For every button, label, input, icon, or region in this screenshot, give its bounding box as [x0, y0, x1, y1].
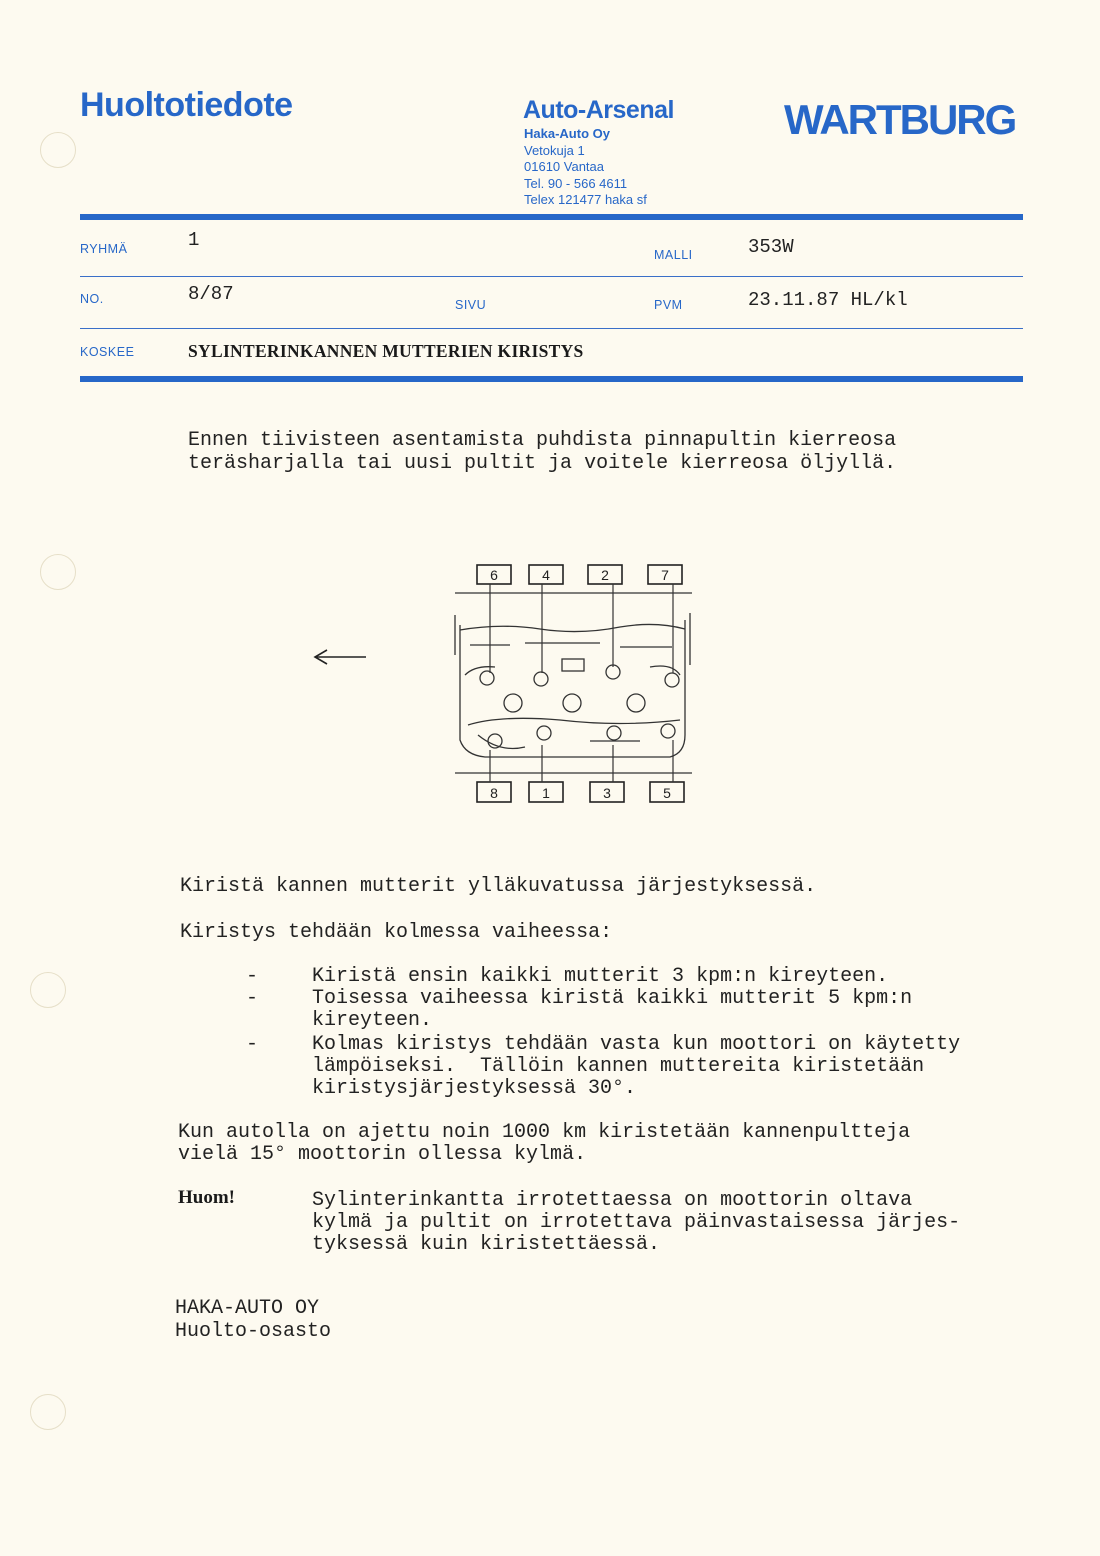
step-3-line-1: Kolmas kiristys tehdään vasta kun moottori on käytetty — [312, 1033, 961, 1056]
diagram-number: 4 — [542, 567, 550, 583]
divider-rule — [80, 276, 1023, 277]
footer-department: Huolto-osasto — [175, 1320, 332, 1343]
note-line-1: Sylinterinkantta irrotettaessa on moottorin oltava — [312, 1189, 913, 1212]
bolt-positions — [480, 665, 679, 748]
punch-hole — [40, 554, 76, 590]
telex-number: Telex 121477 haka sf — [524, 192, 647, 207]
bolt-5 — [661, 724, 675, 738]
nut — [563, 694, 581, 712]
bolt-8 — [488, 734, 502, 748]
koskee-label: KOSKEE — [80, 345, 135, 359]
ryhma-label: RYHMÄ — [80, 242, 128, 256]
top-number-boxes — [477, 565, 682, 584]
pvm-value: 23.11.87 HL/kl — [748, 289, 908, 311]
company-address — [524, 126, 647, 209]
direction-arrow-icon — [315, 650, 366, 664]
divider-rule — [80, 328, 1023, 329]
address-street: Vetokuja 1 — [524, 142, 585, 158]
instruction-phases: Kiristys tehdään kolmessa vaiheessa: — [180, 921, 613, 944]
bolt-3 — [607, 726, 621, 740]
car-brand-logo: WARTBURG — [784, 96, 1016, 143]
punch-hole — [30, 1394, 66, 1430]
diagram-number: 5 — [663, 785, 671, 801]
malli-value: 353W — [748, 236, 794, 258]
bolt-2 — [606, 665, 620, 679]
koskee-value: SYLINTERINKANNEN MUTTERIEN KIRISTYS — [188, 341, 584, 361]
punch-hole — [40, 132, 76, 168]
header-rule-bottom — [80, 376, 1023, 382]
malli-label: MALLI — [654, 248, 693, 262]
step-1: Kiristä ensin kaikki mutterit 3 kpm:n kireyteen. — [312, 965, 889, 988]
step-2-line-1: Toisessa vaiheessa kiristä kaikki mutterit 5 kpm:n — [312, 987, 913, 1010]
diagram-number: 3 — [603, 785, 611, 801]
bottom-number-boxes — [477, 782, 684, 802]
address-city: 01610 Vantaa — [524, 159, 604, 174]
leader-lines — [455, 584, 692, 782]
after-1000km-line-2: vielä 15° moottorin ollessa kylmä. — [178, 1143, 587, 1166]
ryhma-value: 1 — [188, 229, 200, 251]
diagram-number: 7 — [661, 567, 669, 583]
bulletin-title: Huoltotiedote — [80, 86, 293, 124]
intro-line-1: Ennen tiivisteen asentamista puhdista pinnapultin kierreosa — [188, 429, 897, 452]
note-label: Huom! — [178, 1187, 235, 1208]
note-line-3: tyksessä kuin kiristettäessä. — [312, 1233, 661, 1256]
footer-company: HAKA-AUTO OY — [175, 1297, 320, 1320]
intro-line-2: teräsharjalla tai uusi pultit ja voitele kierreosa öljyllä. — [188, 452, 897, 475]
after-1000km-line-1: Kun autolla on ajettu noin 1000 km kiristetään kannenpultteja — [178, 1121, 911, 1144]
bolt-1 — [537, 726, 551, 740]
bolt-7 — [665, 673, 679, 687]
no-label: NO. — [80, 292, 104, 306]
nut — [627, 694, 645, 712]
company-name: Haka-Auto Oy — [524, 126, 610, 141]
dealer-logo: Auto-Arsenal — [523, 96, 674, 124]
tightening-order-diagram — [300, 555, 720, 815]
step-3-line-3: kiristysjärjestyksessä 30°. — [312, 1077, 637, 1100]
instruction-order: Kiristä kannen mutterit ylläkuvatussa järjestyksessä. — [180, 875, 817, 898]
no-value: 8/87 — [188, 283, 234, 305]
bolt-4 — [534, 672, 548, 686]
bolt-6 — [480, 671, 494, 685]
diagram-number: 8 — [490, 785, 498, 801]
note-line-2: kylmä ja pultit on irrotettava päinvastaisessa järjes- — [312, 1211, 961, 1234]
diagram-number: 2 — [601, 567, 609, 583]
phone-number: Tel. 90 - 566 4611 — [524, 175, 628, 191]
diagram-number: 1 — [542, 785, 550, 801]
punch-hole — [30, 972, 66, 1008]
step-2-line-2: kireyteen. — [312, 1009, 433, 1032]
bullet-dash: - — [246, 987, 259, 1010]
step-3-line-2: lämpöiseksi. Tällöin kannen muttereita kiristetään — [312, 1055, 925, 1078]
sivu-label: SIVU — [455, 298, 487, 312]
header-rule-top — [80, 214, 1023, 220]
pvm-label: PVM — [654, 298, 683, 312]
bullet-dash: - — [246, 1033, 259, 1056]
nut — [504, 694, 522, 712]
diagram-number: 6 — [490, 567, 498, 583]
bullet-dash: - — [246, 965, 259, 988]
